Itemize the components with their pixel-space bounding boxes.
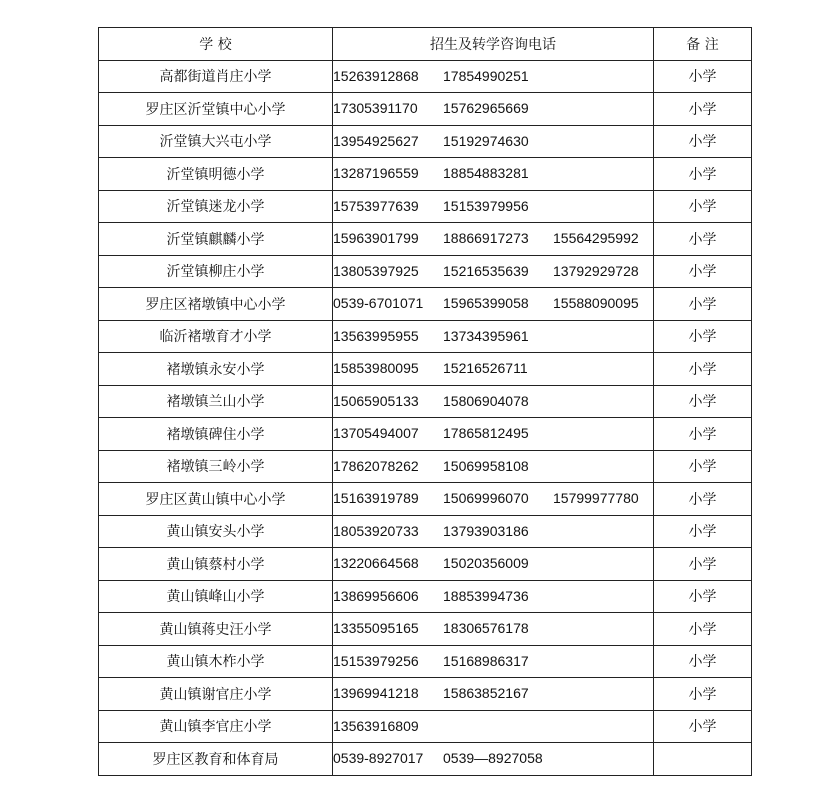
phone-number: 18866917273 [443,230,529,247]
phone-cell [333,223,654,256]
phone-number: 13869956606 [333,587,419,604]
phone-cell [333,255,654,288]
phone-number: 17862078262 [333,457,419,474]
phone-number: 13793903186 [443,522,529,539]
phone-number: 0539-8927017 [333,750,424,767]
phone-number: 15216526711 [443,360,528,377]
phone-number: 18053920733 [333,522,419,539]
header-school: 学 校 [99,28,333,61]
phone-cell [333,60,654,93]
note-cell: 小学 [654,320,752,353]
table-row [99,125,752,158]
table-row [99,223,752,256]
phone-number: 13220664568 [333,555,419,572]
phone-cell [333,288,654,321]
phone-number: 0539-6701071 [333,295,424,312]
table-row [99,418,752,451]
phone-number: 15216535639 [443,262,529,279]
phone-number: 13969941218 [333,685,419,702]
note-cell: 小学 [654,158,752,191]
phone-number: 13355095165 [333,620,419,637]
phone-number: 13287196559 [333,165,419,182]
note-cell: 小学 [654,255,752,288]
school-name-cell: 临沂褚墩育才小学 [99,320,333,353]
phone-cell [333,515,654,548]
table-row [99,580,752,613]
table-header-row [99,28,752,61]
phone-cell [333,678,654,711]
school-name-cell: 罗庄区黄山镇中心小学 [99,483,333,516]
note-cell: 小学 [654,678,752,711]
note-cell: 小学 [654,613,752,646]
table-row [99,483,752,516]
phone-number: 17865812495 [443,425,529,442]
note-cell: 小学 [654,125,752,158]
school-name-cell: 沂堂镇迷龙小学 [99,190,333,223]
note-cell: 小学 [654,288,752,321]
note-cell: 小学 [654,418,752,451]
phone-number: 15762965669 [443,100,529,117]
note-cell: 小学 [654,548,752,581]
note-cell: 小学 [654,483,752,516]
note-cell: 小学 [654,645,752,678]
table-row [99,645,752,678]
phone-number: 13792929728 [553,262,639,279]
table-row [99,743,752,776]
phone-cell [333,613,654,646]
school-name-cell: 黄山镇李官庄小学 [99,710,333,743]
note-cell: 小学 [654,580,752,613]
note-cell: 小学 [654,223,752,256]
note-cell: 小学 [654,710,752,743]
note-cell: 小学 [654,60,752,93]
phone-cell [333,93,654,126]
note-cell: 小学 [654,93,752,126]
note-cell: 小学 [654,190,752,223]
table-row [99,353,752,386]
school-name-cell: 沂堂镇明德小学 [99,158,333,191]
phone-number: 13563916809 [333,717,419,734]
note-cell [654,743,752,776]
table-body [99,60,752,775]
phone-cell [333,450,654,483]
phone-cell [333,158,654,191]
table-row [99,320,752,353]
phone-number: 15965399058 [443,295,529,312]
phone-number: 15069996070 [443,490,529,507]
phone-number: 15806904078 [443,392,529,409]
phone-number: 17854990251 [443,67,529,84]
table-row [99,190,752,223]
phone-number: 15564295992 [553,230,639,247]
phone-number: 15168986317 [443,652,529,669]
school-name-cell: 黄山镇安头小学 [99,515,333,548]
phone-number: 15799977780 [553,490,639,507]
school-name-cell: 沂堂镇大兴屯小学 [99,125,333,158]
school-name-cell: 黄山镇蔡村小学 [99,548,333,581]
phone-number: 15065905133 [333,392,419,409]
phone-number: 15263912868 [333,67,419,84]
table-row [99,548,752,581]
phone-number: 13805397925 [333,262,419,279]
table-row [99,158,752,191]
note-cell: 小学 [654,450,752,483]
table-row [99,385,752,418]
note-cell: 小学 [654,385,752,418]
table-row [99,515,752,548]
school-name-cell: 高都街道肖庄小学 [99,60,333,93]
phone-cell [333,645,654,678]
phone-cell [333,190,654,223]
school-name-cell: 褚墩镇三岭小学 [99,450,333,483]
phone-number: 18854883281 [443,165,529,182]
phone-number: 13954925627 [333,132,419,149]
phone-number: 13563995955 [333,327,419,344]
phone-number: 15069958108 [443,457,529,474]
phone-number: 18853994736 [443,587,529,604]
school-name-cell: 褚墩镇碑住小学 [99,418,333,451]
phone-number: 15153979956 [443,197,529,214]
phone-number: 17305391170 [333,100,418,117]
phone-number: 15753977639 [333,197,419,214]
table-row [99,255,752,288]
school-name-cell: 罗庄区褚墩镇中心小学 [99,288,333,321]
school-name-cell: 褚墩镇兰山小学 [99,385,333,418]
phone-number: 13705494007 [333,425,419,442]
school-name-cell: 黄山镇蒋史汪小学 [99,613,333,646]
phone-number: 18306576178 [443,620,529,637]
phone-cell [333,580,654,613]
phone-number: 15863852167 [443,685,529,702]
phone-cell [333,743,654,776]
phone-number: 13734395961 [443,327,529,344]
phone-cell [333,353,654,386]
school-name-cell: 沂堂镇柳庄小学 [99,255,333,288]
phone-cell [333,385,654,418]
phone-cell [333,320,654,353]
table-row [99,288,752,321]
school-name-cell: 罗庄区沂堂镇中心小学 [99,93,333,126]
phone-number: 15153979256 [333,652,419,669]
school-name-cell: 黄山镇木柞小学 [99,645,333,678]
header-note: 备 注 [654,28,752,61]
phone-number: 15963901799 [333,230,419,247]
note-cell: 小学 [654,515,752,548]
table-row [99,613,752,646]
school-contact-table [98,27,752,776]
school-name-cell: 褚墩镇永安小学 [99,353,333,386]
header-phone: 招生及转学咨询电话 [333,28,654,61]
note-cell: 小学 [654,353,752,386]
phone-number: 15163919789 [333,490,419,507]
school-name-cell: 罗庄区教育和体育局 [99,743,333,776]
phone-number: 15020356009 [443,555,529,572]
phone-number: 15588090095 [553,295,639,312]
table-row [99,60,752,93]
table-row [99,710,752,743]
phone-number: 0539—8927058 [443,750,543,767]
phone-cell [333,710,654,743]
phone-cell [333,418,654,451]
table-row [99,93,752,126]
phone-cell [333,548,654,581]
phone-number: 15853980095 [333,360,419,377]
school-name-cell: 沂堂镇麒麟小学 [99,223,333,256]
phone-cell [333,125,654,158]
table-row [99,678,752,711]
phone-cell [333,483,654,516]
table-row [99,450,752,483]
school-name-cell: 黄山镇谢官庄小学 [99,678,333,711]
school-name-cell: 黄山镇峰山小学 [99,580,333,613]
phone-number: 15192974630 [443,132,529,149]
